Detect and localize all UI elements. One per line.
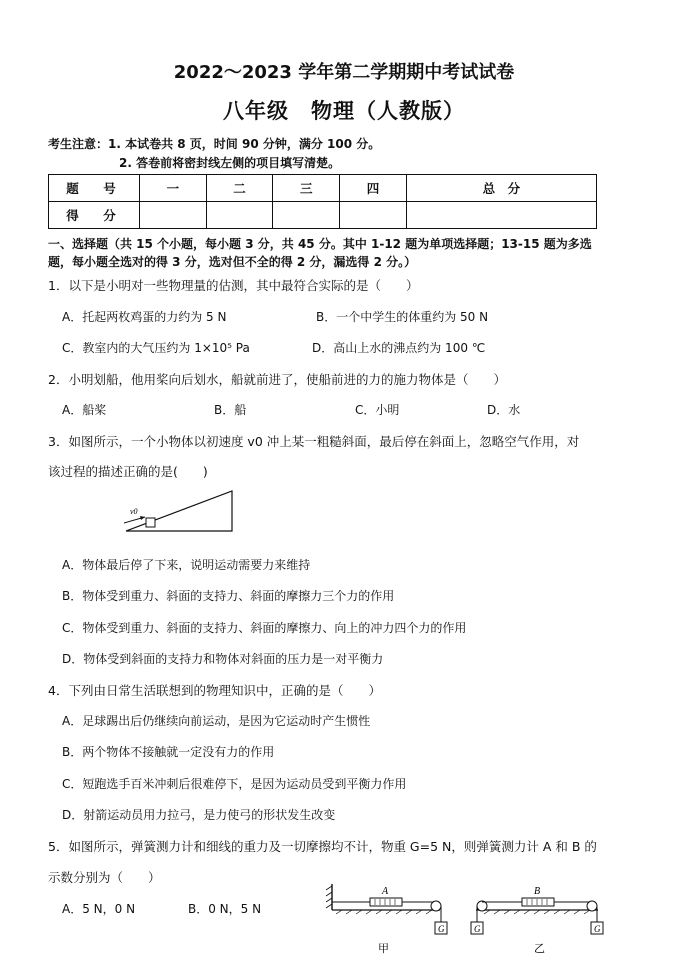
question-3-option-c: C．物体受到重力、斜面的支持力、斜面的摩擦力、向上的冲力四个力的作用 <box>62 621 467 635</box>
question-2-option-b: B．船 <box>214 403 247 417</box>
score-header-cell: 四 <box>340 175 407 202</box>
score-header-cell: 二 <box>206 175 273 202</box>
question-2-option-a: A．船桨 <box>62 403 107 417</box>
question-1-stem: 1．以下是小明对一些物理量的估测，其中最符合实际的是（ ） <box>48 278 419 293</box>
question-3-option-d: D．物体受到斜面的支持力和物体对斜面的压力是一对平衡力 <box>62 652 384 666</box>
question-4-option-d: D．射箭运动员用力拉弓，是力使弓的形状发生改变 <box>62 808 336 822</box>
pulley-right <box>587 901 597 911</box>
question-4-option-a: A．足球踢出后仍继续向前运动，是因为它运动时产生惯性 <box>62 714 371 728</box>
question-2-option-d: D．水 <box>487 403 521 417</box>
question-4-stem: 4．下列由日常生活联想到的物理知识中，正确的是（ ） <box>48 683 381 698</box>
figure-label-yi: 乙 <box>534 942 545 955</box>
question-3-stem-line-1: 3．如图所示，一个小物体以初速度 v0 冲上某一粗糙斜面，最后停在斜面上，忽略空气作用，对 <box>48 434 580 449</box>
incline-triangle <box>126 491 232 531</box>
question-4-option-b: B．两个物体不接触就一定没有力的作用 <box>62 745 275 759</box>
score-blank-cell[interactable] <box>340 202 407 229</box>
weight-label: G <box>438 924 445 934</box>
score-blank-cell[interactable] <box>140 202 207 229</box>
weight-label-left: G <box>474 924 481 934</box>
score-table <box>48 174 597 229</box>
question-5-option-b: B．0 N，5 N <box>188 902 262 916</box>
question-3-option-a: A．物体最后停了下来，说明运动需要力来维持 <box>62 558 311 572</box>
notice-line-2: 2. 答卷前将密封线左侧的项目填写清楚。 <box>119 156 341 170</box>
spring-scale-diagram-jia <box>322 880 452 955</box>
notice-line-1: 考生注意：1. 本试卷共 8 页，时间 90 分钟，满分 100 分。 <box>48 137 381 151</box>
question-1-option-a: A．托起两枚鸡蛋的力约为 5 N <box>62 310 227 324</box>
velocity-label: v0 <box>130 507 138 516</box>
score-table-header-row <box>49 175 597 202</box>
question-4-option-c: C．短跑选手百米冲刺后很难停下，是因为运动员受到平衡力作用 <box>62 777 407 791</box>
score-blank-cell[interactable] <box>406 202 596 229</box>
score-row-label: 得 分 <box>49 202 140 229</box>
weight-label-right: G <box>594 924 601 934</box>
question-3-option-b: B．物体受到重力、斜面的支持力、斜面的摩擦力三个力的作用 <box>62 589 395 603</box>
question-1-option-c: C．教室内的大气压约为 1×10⁵ Pa <box>62 341 250 355</box>
incline-diagram <box>118 485 240 537</box>
label-a: A <box>382 886 389 897</box>
score-header-cell: 三 <box>273 175 340 202</box>
question-5-option-a: A．5 N，0 N <box>62 902 136 916</box>
score-blank-cell[interactable] <box>206 202 273 229</box>
section-heading-line-2: 题，每小题全选对的得 3 分，选对但不全的得 2 分，漏选得 2 分。） <box>48 255 417 269</box>
question-2-stem: 2．小明划船，他用桨向后划水，船就前进了，使船前进的力的施力物体是（ ） <box>48 372 506 387</box>
question-5-stem-line-1: 5．如图所示，弹簧测力计和细线的重力及一切摩擦均不计，物重 G=5 N，则弹簧测力计 A 和 B 的 <box>48 839 597 854</box>
velocity-arrow-head <box>140 516 145 520</box>
small-block <box>146 518 155 527</box>
question-1-option-d: D．高山上水的沸点约为 100 ℃ <box>312 341 486 355</box>
spring-scale-diagram-yi <box>468 880 608 955</box>
pulley <box>431 901 441 911</box>
question-2-option-c: C．小明 <box>355 403 400 417</box>
wall-hatch <box>326 886 332 908</box>
score-header-cell: 题 号 <box>49 175 140 202</box>
question-1-option-b: B．一个中学生的体重约为 50 N <box>316 310 489 324</box>
question-3-stem-line-2: 该过程的描述正确的是( ) <box>48 464 208 479</box>
score-table-score-row <box>49 202 597 229</box>
exam-title: 2022～2023 学年第二学期期中考试试卷 <box>173 62 515 83</box>
section-heading-line-1: 一、选择题（共 15 个小题，每小题 3 分，共 45 分。其中 1-12 题为单项选择题；13-15 题为多选 <box>48 237 592 251</box>
question-5-stem-line-2: 示数分别为（ ） <box>48 870 161 885</box>
exam-subtitle: 八年级 物理（人教版） <box>223 99 465 123</box>
score-header-cell: 一 <box>140 175 207 202</box>
score-header-cell: 总 分 <box>406 175 596 202</box>
score-blank-cell[interactable] <box>273 202 340 229</box>
label-b: B <box>534 886 541 897</box>
figure-label-jia: 甲 <box>378 942 389 955</box>
